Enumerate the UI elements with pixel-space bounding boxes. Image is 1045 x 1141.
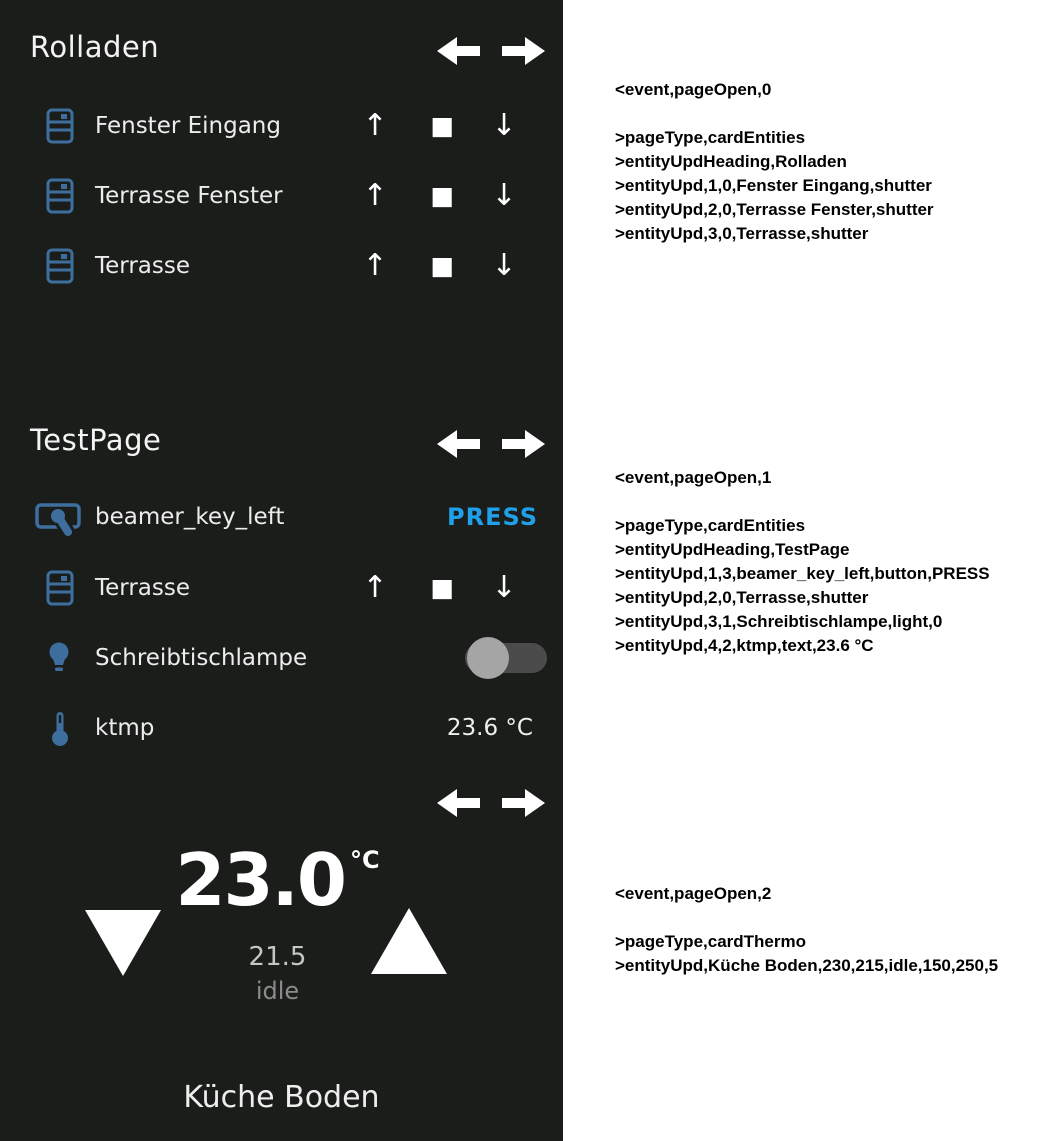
protocol-line: >entityUpd,2,0,Terrasse,shutter xyxy=(615,588,869,607)
prev-page-icon[interactable] xyxy=(437,428,480,460)
tap-button-icon xyxy=(35,499,81,539)
shutter-up-button[interactable]: ↑ xyxy=(362,108,388,143)
toggle-knob[interactable] xyxy=(467,637,509,679)
protocol-line: <event,pageOpen,2 xyxy=(615,884,772,903)
entity-row xyxy=(0,493,563,541)
current-temperature-value: 23.0 xyxy=(175,838,346,922)
shutter-icon xyxy=(45,570,75,606)
shutter-down-button[interactable]: ↓ xyxy=(491,108,517,143)
protocol-line: >entityUpdHeading,Rolladen xyxy=(615,152,847,171)
protocol-line xyxy=(615,490,990,514)
shutter-icon xyxy=(45,178,75,214)
protocol-line: <event,pageOpen,0 xyxy=(615,80,772,99)
entity-row xyxy=(0,242,563,290)
protocol-line: <event,pageOpen,1 xyxy=(615,468,772,487)
protocol-line: >pageType,cardEntities xyxy=(615,128,806,147)
entity-label: Terrasse xyxy=(95,575,191,601)
sensor-value: 23.6 °C xyxy=(446,715,533,741)
shutter-stop-button[interactable]: ■ xyxy=(430,111,454,140)
protocol-line: >entityUpd,1,0,Fenster Eingang,shutter xyxy=(615,176,932,195)
shutter-up-button[interactable]: ↑ xyxy=(362,248,388,283)
shutter-stop-button[interactable]: ■ xyxy=(430,573,454,602)
entity-label: Terrasse xyxy=(95,253,191,279)
thermometer-icon xyxy=(50,710,70,748)
protocol-block-1 xyxy=(615,466,990,658)
shutter-stop-button[interactable]: ■ xyxy=(430,181,454,210)
shutter-stop-button[interactable]: ■ xyxy=(430,251,454,280)
shutter-down-button[interactable]: ↓ xyxy=(491,248,517,283)
shutter-icon xyxy=(45,248,75,284)
target-temperature: 21.5 xyxy=(248,942,307,972)
entity-label: beamer_key_left xyxy=(95,504,285,530)
prev-page-icon[interactable] xyxy=(437,35,480,67)
light-toggle[interactable] xyxy=(465,643,547,673)
entity-label: ktmp xyxy=(95,715,155,741)
current-temperature xyxy=(0,838,555,922)
entity-row xyxy=(0,564,563,612)
entity-label: Terrasse Fenster xyxy=(95,183,283,209)
protocol-line: >entityUpd,4,2,ktmp,text,23.6 °C xyxy=(615,636,874,655)
protocol-line xyxy=(615,906,998,930)
prev-page-icon[interactable] xyxy=(437,787,480,819)
protocol-block-0 xyxy=(615,78,934,246)
protocol-line: >entityUpd,3,1,Schreibtischlampe,light,0 xyxy=(615,612,943,631)
entity-row xyxy=(0,102,563,150)
hvac-state: idle xyxy=(255,977,300,1005)
lightbulb-icon xyxy=(46,641,72,675)
protocol-line: >entityUpd,1,3,beamer_key_left,button,PRESS xyxy=(615,564,990,583)
protocol-line: >entityUpdHeading,TestPage xyxy=(615,540,850,559)
protocol-line: >entityUpd,Küche Boden,230,215,idle,150,250,5 xyxy=(615,956,999,975)
page-title-rolladen: Rolladen xyxy=(30,30,160,64)
protocol-line: >entityUpd,2,0,Terrasse Fenster,shutter xyxy=(615,200,934,219)
entity-row xyxy=(0,172,563,220)
protocol-block-2 xyxy=(615,882,998,978)
protocol-line: >pageType,cardEntities xyxy=(615,516,806,535)
thermostat-title: Küche Boden xyxy=(183,1080,380,1115)
shutter-down-button[interactable]: ↓ xyxy=(491,570,517,605)
next-page-icon[interactable] xyxy=(502,35,545,67)
shutter-icon xyxy=(45,108,75,144)
entity-row xyxy=(0,634,563,682)
press-button[interactable]: PRESS xyxy=(447,503,538,531)
protocol-line xyxy=(615,102,934,126)
temperature-unit: °C xyxy=(350,846,380,874)
next-page-icon[interactable] xyxy=(502,428,545,460)
entity-row xyxy=(0,704,563,752)
entity-label: Fenster Eingang xyxy=(95,113,281,139)
shutter-up-button[interactable]: ↑ xyxy=(362,570,388,605)
page-title-testpage: TestPage xyxy=(30,423,162,457)
shutter-up-button[interactable]: ↑ xyxy=(362,178,388,213)
next-page-icon[interactable] xyxy=(502,787,545,819)
protocol-line: >entityUpd,3,0,Terrasse,shutter xyxy=(615,224,869,243)
protocol-line: >pageType,cardThermo xyxy=(615,932,806,951)
entity-label: Schreibtischlampe xyxy=(95,645,308,671)
shutter-down-button[interactable]: ↓ xyxy=(491,178,517,213)
